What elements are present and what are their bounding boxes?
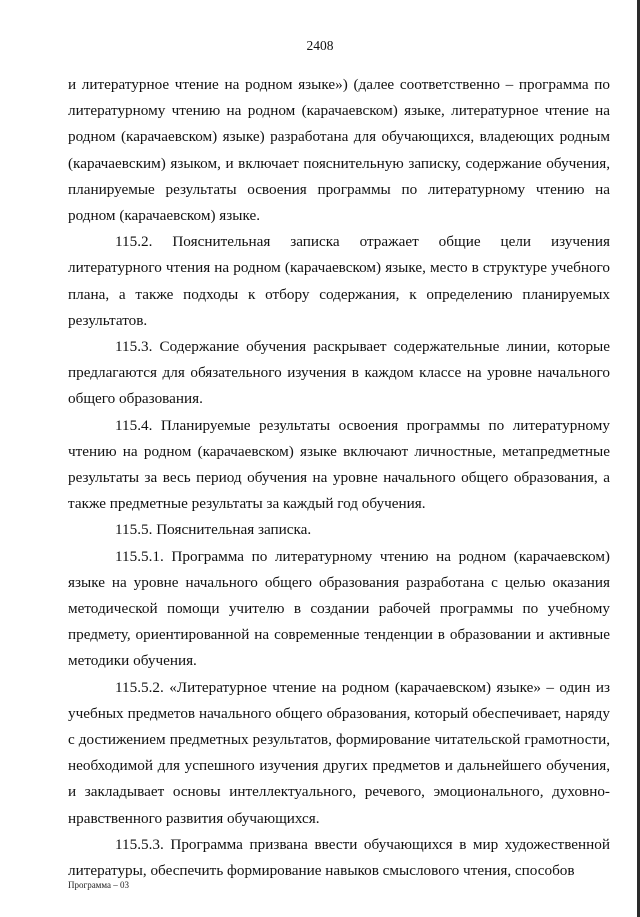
paragraph-115-5: 115.5. Пояснительная записка.	[115, 521, 312, 539]
page-number: 2408	[306, 38, 334, 53]
paragraph-115-5-1: 115.5.1. Программа по литературному чтению на родном (карачаевском) языке на уровне начального общего образования разработана с целью оказания методической помощи учителю в создании рабочей программы по учебному предмету, ориентированной на современные тенденции в образовании и активные методики обучения.	[68, 547, 610, 670]
paragraph-115-5-2: 115.5.2. «Литературное чтение на родном (карачаевском) языке» – один из учебных предметов начального общего образования, который обеспечивает, наряду с достижением предметных результатов, формирование читательской грамотности, необходимой для успешного изучения других предметов и дальнейшего обучения, и закладывает основы интеллектуального, речевого, эмоционального, духовно-нравственного развития обучающихся.	[68, 678, 610, 827]
paragraph-intro-continuation: и литературное чтение на родном языке») (далее соответственно – программа по литературному чтению на родном (карачаевском) языке, литературное чтение на родном (карачаевском) языке) разработана для обучающихся, владеющих родным (карачаевским) языком, и включает пояснительную записку, содержание обучения, планируемые результаты освоения программы по литературному чтению на родном (карачаевском) языке.	[68, 76, 610, 225]
document-body	[68, 72, 610, 884]
paragraph-115-3: 115.3. Содержание обучения раскрывает содержательные линии, которые предлагаются для обязательного изучения в каждом классе на уровне начального общего образования.	[68, 338, 610, 408]
paragraph-115-2: 115.2. Пояснительная записка отражает общие цели изучения литературного чтения на родном (карачаевском) языке, место в структуре учебного плана, а также подходы к отбору содержания, к определению планируемых результатов.	[68, 233, 610, 329]
paragraph-115-4: 115.4. Планируемые результаты освоения программы по литературному чтению на родном (карачаевском) языке включают личностные, метапредметные результаты за весь период обучения на уровне начального общего образования, а также предметные результаты за каждый год обучения.	[68, 416, 610, 513]
page-footer: Программа – 03	[68, 880, 130, 890]
paragraph-115-5-3: 115.5.3. Программа призвана ввести обучающихся в мир художественной литературы, обеспечить формирование навыков смыслового чтения, способов	[68, 835, 610, 880]
